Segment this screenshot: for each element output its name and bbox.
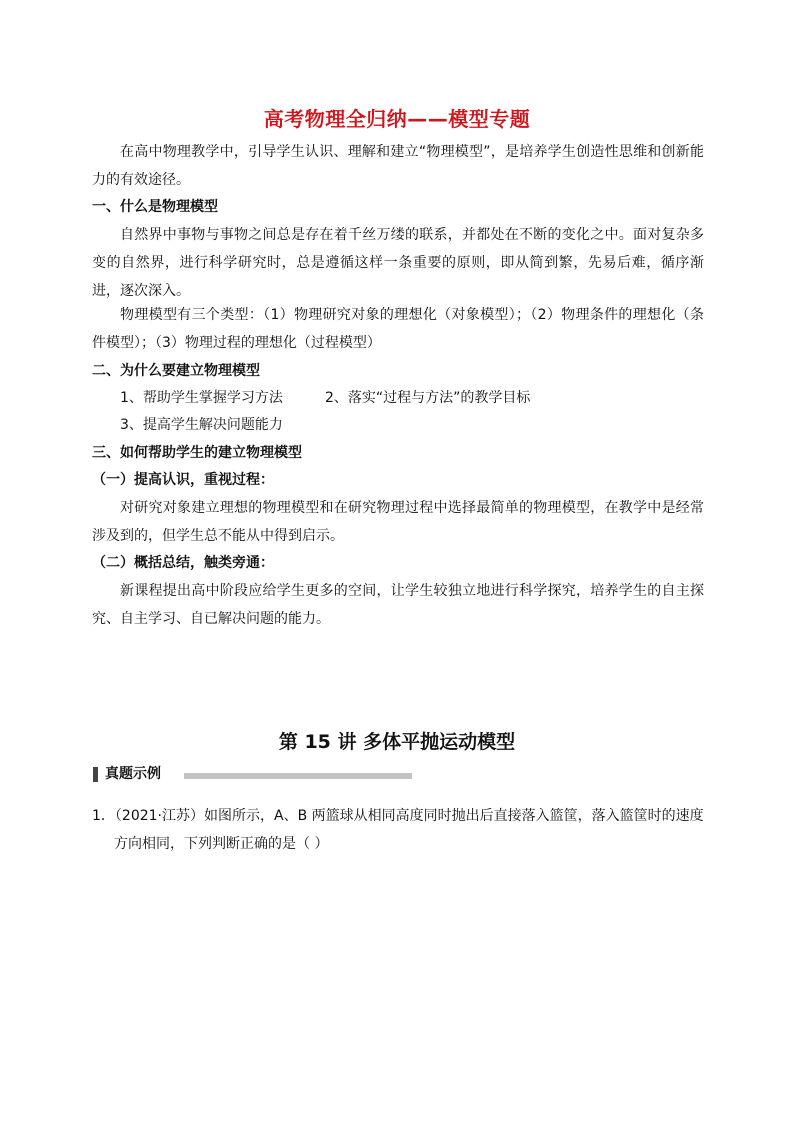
section3-sub2-heading: （二）概括总结，触类旁通： [92, 555, 274, 571]
section3-heading: 三、如何帮助学生的建立物理模型 [92, 445, 302, 461]
question-1-line-1: 1．（2021·江苏）如图所示，A、B 两篮球从相同高度同时抛出后直接落入篮筐，落入篮筐时的速度 [92, 808, 704, 824]
question-1-line-2: 方向相同，下列判断正确的是（ ） [114, 836, 329, 852]
document-title: 高考物理全归纳——模型专题 [263, 107, 531, 131]
section2-item-3: 3、提高学生解决问题能力 [120, 417, 283, 433]
section1-paragraph-2: 物理模型有三个类型：（1）物理研究对象的理想化（对象模型）；（2）物理条件的理想化（条件模型）；（3）物理过程的理想化（过程模型） [92, 307, 704, 351]
intro-paragraph: 在高中物理教学中，引导学生认识、理解和建立“物理模型”，是培养学生创造性思维和创新能力的有效途径。 [92, 144, 704, 188]
section3-sub2-paragraph: 新课程提出高中阶段应给学生更多的空间，让学生较独立地进行科学探究，培养学生的自主探究、自主学习、自已解决问题的能力。 [92, 583, 704, 627]
section-marker-bar [93, 767, 98, 782]
section1-paragraph-1: 自然界中事物与事物之间总是存在着千丝万缕的联系，并都处在不断的变化之中。面对复杂多变的自然界，进行科学研究时，总是遵循这样一条重要的原则，即从简到繁，先易后难，循序渐进，逐次深入。 [92, 227, 704, 299]
lecture-title: 第 15 讲 多体平抛运动模型 [278, 731, 516, 753]
question-1 [92, 802, 704, 858]
section-divider-bar [184, 773, 412, 779]
section-label: 真题示例 [105, 766, 161, 782]
section2-item-2: 2、落实“过程与方法”的教学目标 [325, 390, 531, 406]
section3-sub1-heading: （一）提高认识，重视过程： [92, 472, 274, 488]
section2-heading: 二、为什么要建立物理模型 [92, 363, 260, 379]
section1-heading: 一、什么是物理模型 [92, 199, 218, 215]
section3-sub1-paragraph: 对研究对象建立理想的物理模型和在研究物理过程中选择最简单的物理模型，在教学中是经常涉及到的，但学生总不能从中得到启示。 [92, 500, 704, 544]
section2-item-1: 1、帮助学生掌握学习方法 [120, 390, 283, 406]
